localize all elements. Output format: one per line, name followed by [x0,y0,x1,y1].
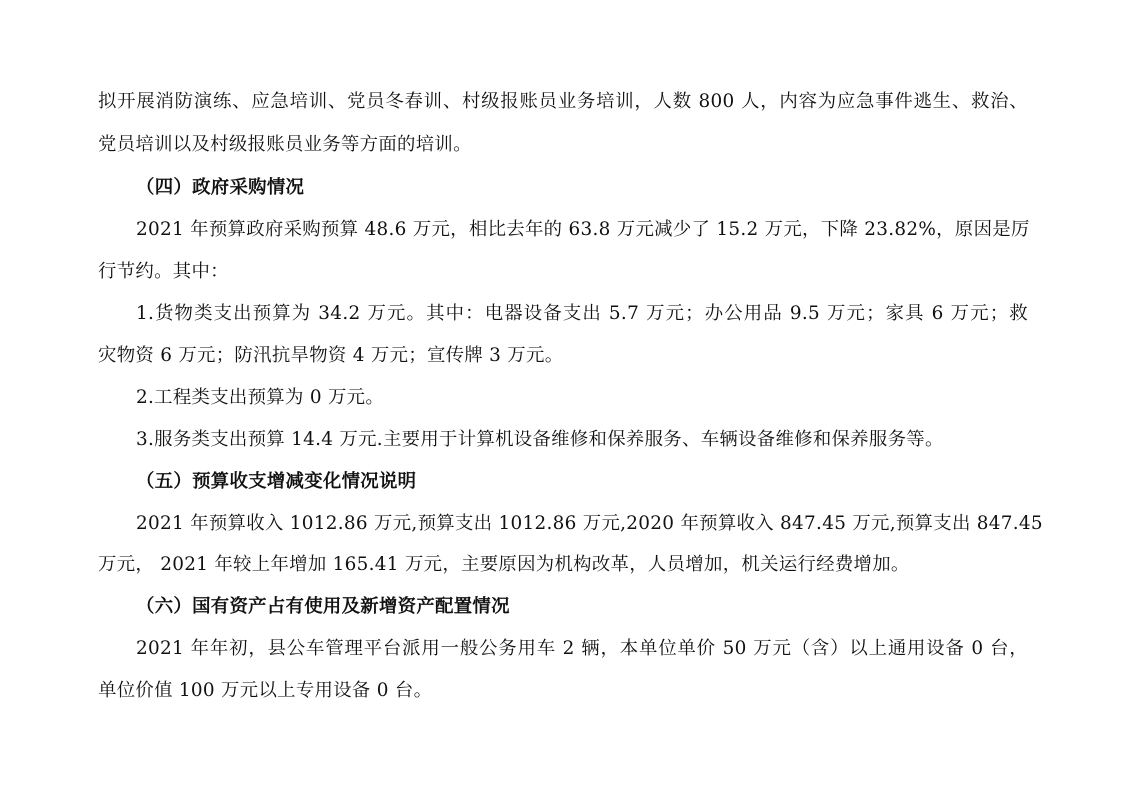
paragraph-engineering: 2.工程类支出预算为 0 万元。 [136,387,385,408]
paragraph-services: 3.服务类支出预算 14.4 万元.主要用于计算机设备维修和保养服务、车辆设备维修和保养服务等。 [136,429,944,450]
document-page [98,0,1043,793]
paragraph-budget-line2: 万元， 2021 年较上年增加 165.41 万元，主要原因为机构改革，人员增加，机关运行经费增加。 [98,554,910,575]
paragraph-assets-line1: 2021 年年初，县公车管理平台派用一般公务用车 2 辆，本单位单价 50 万元（含）以上通用设备 0 台， [136,638,1028,659]
heading-state-assets: （六）国有资产占有使用及新增资产配置情况 [136,596,510,617]
paragraph-goods-line2: 灾物资 6 万元；防汛抗旱物资 4 万元；宣传牌 3 万元。 [98,345,564,366]
paragraph-goods-line1: 1.货物类支出预算为 34.2 万元。其中：电器设备支出 5.7 万元；办公用品 9.5 万元；家具 6 万元；救 [136,303,1028,324]
paragraph-procurement-line1: 2021 年预算政府采购预算 48.6 万元，相比去年的 63.8 万元减少了 15.2 万元，下降 23.82%，原因是厉 [136,219,1030,240]
paragraph-training-line2: 党员培训以及村级报账员业务等方面的培训。 [98,134,472,155]
paragraph-procurement-line2: 行节约。其中： [98,261,229,282]
paragraph-assets-line2: 单位价值 100 万元以上专用设备 0 台。 [98,680,433,701]
heading-budget-change: （五）预算收支增减变化情况说明 [136,471,417,492]
heading-government-procurement: （四）政府采购情况 [136,177,305,198]
paragraph-training-line1: 拟开展消防演练、应急培训、党员冬春训、村级报账员业务培训，人数 800 人，内容为应急事件逃生、救治、 [98,91,1028,112]
paragraph-budget-line1: 2021 年预算收入 1012.86 万元,预算支出 1012.86 万元,2020 年预算收入 847.45 万元,预算支出 847.45 [136,513,1043,534]
